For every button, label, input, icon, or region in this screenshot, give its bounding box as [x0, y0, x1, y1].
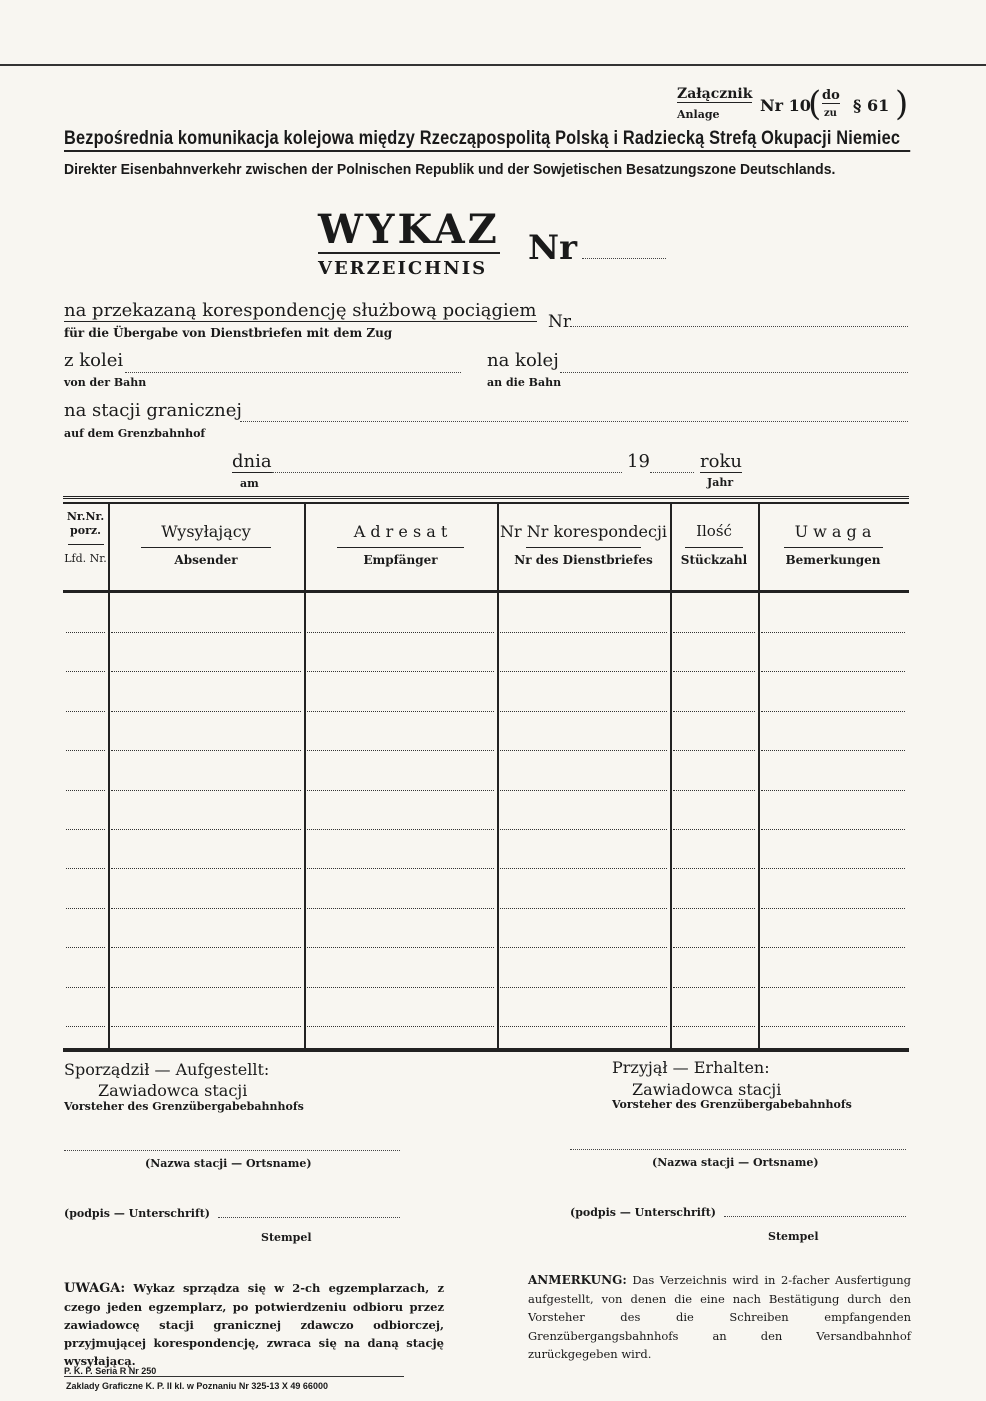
table-cell[interactable]: [307, 1026, 494, 1027]
table-cell[interactable]: [111, 1026, 301, 1027]
column-divider: [304, 504, 306, 1048]
note-de-label: ANMERKUNG:: [528, 1273, 627, 1287]
col-header-2-de: Empfänger: [363, 553, 438, 567]
col-header-3-de: Nr des Dienstbriefes: [514, 553, 653, 567]
table-cell[interactable]: [761, 947, 905, 948]
left-stamp-label: Stempel: [261, 1231, 312, 1244]
table-cell[interactable]: [307, 947, 494, 948]
to-de: zu: [824, 108, 837, 119]
table-cell[interactable]: [307, 790, 494, 791]
col-header-1-de: Absender: [174, 553, 238, 567]
table-cell[interactable]: [761, 750, 905, 751]
title-de: Direkter Eisenbahnverkehr zwischen der Polnischen Republik und der Sowjetischen Besatzungszone Deutschlands.: [64, 161, 836, 178]
annex-label-de: Anlage: [677, 108, 720, 121]
column-divider: [108, 504, 110, 1048]
table-cell[interactable]: [500, 671, 667, 672]
table-cell[interactable]: [66, 868, 105, 869]
top-rule: [0, 64, 986, 66]
table-cell[interactable]: [111, 790, 301, 791]
table-cell[interactable]: [307, 671, 494, 672]
table-cell[interactable]: [66, 987, 105, 988]
table-cell[interactable]: [307, 908, 494, 909]
table-cell[interactable]: [673, 790, 755, 791]
year-label-de: Jahr: [707, 476, 734, 489]
imprint-printer: Zaklady Graficzne K. P. II kl. w Poznaniu Nr 325-13 X 49 66000: [66, 1381, 328, 1391]
table-cell[interactable]: [111, 711, 301, 712]
table-cell[interactable]: [66, 829, 105, 830]
imprint-series: P. K. P. Seria R Nr 250: [64, 1366, 404, 1377]
col-header-divider: [685, 547, 743, 548]
century-label: 19: [627, 451, 650, 472]
table-cell[interactable]: [307, 987, 494, 988]
table-cell[interactable]: [761, 829, 905, 830]
table-cell[interactable]: [500, 829, 667, 830]
form-title-de: VERZEICHNIS: [318, 258, 488, 279]
col-header-5-pl: U w a g a: [794, 522, 872, 541]
paren-open: (: [808, 84, 822, 124]
col-header-5-de: Bemerkungen: [785, 553, 881, 567]
table-cell[interactable]: [307, 868, 494, 869]
correspondence-label-pl: na przekazaną korespondencję służbową pociągiem: [64, 300, 537, 321]
table-cell[interactable]: [673, 750, 755, 751]
col-header-divider: [784, 547, 883, 548]
year-field[interactable]: [650, 472, 694, 473]
table-cell[interactable]: [66, 711, 105, 712]
table-cell[interactable]: [66, 750, 105, 751]
train-nr-label: Nr: [548, 312, 572, 332]
table-cell[interactable]: [673, 1026, 755, 1027]
table-cell[interactable]: [307, 829, 494, 830]
to-rail-label-de: an die Bahn: [487, 376, 562, 389]
right-stamp-label: Stempel: [768, 1230, 819, 1243]
table-cell[interactable]: [500, 868, 667, 869]
annex-label-pl: Załącznik: [677, 86, 753, 102]
table-cell[interactable]: [761, 1026, 905, 1027]
table-cell[interactable]: [761, 790, 905, 791]
train-nr-field[interactable]: [570, 326, 908, 327]
col-header-divider: [337, 547, 464, 548]
right-station-field[interactable]: [570, 1149, 906, 1150]
col-header-4-de: Stückzahl: [680, 553, 748, 567]
table-cell[interactable]: [66, 790, 105, 791]
left-sign-title: Sporządził — Aufgestellt:: [64, 1060, 270, 1079]
table-top-rule: [63, 496, 909, 504]
table-cell[interactable]: [111, 829, 301, 830]
column-divider: [497, 504, 499, 1048]
table-cell[interactable]: [500, 790, 667, 791]
title-pl: Bezpośrednia komunikacja kolejowa między Rzecząpospolitą Polską i Radziecką Strefą Okupacji Niemiec: [64, 128, 910, 152]
left-signature-field[interactable]: [218, 1217, 400, 1218]
right-signature-field[interactable]: [724, 1216, 906, 1217]
table-cell[interactable]: [66, 1026, 105, 1027]
table-cell[interactable]: [673, 632, 755, 633]
table-cell[interactable]: [111, 947, 301, 948]
annex-number: Nr 10: [760, 96, 811, 115]
form-title-pl: WYKAZ: [318, 206, 500, 253]
table-cell[interactable]: [66, 671, 105, 672]
to-rail-label-pl: na kolej: [487, 350, 559, 371]
note-de: [528, 1271, 911, 1364]
col-header-2-pl: A d r e s a t: [353, 522, 448, 541]
year-label-pl: roku: [700, 451, 742, 472]
col-header-4-pl: Ilość: [696, 522, 732, 540]
table-cell[interactable]: [673, 987, 755, 988]
table-cell[interactable]: [673, 908, 755, 909]
table-cell[interactable]: [111, 671, 301, 672]
left-station-label: (Nazwa stacji — Ortsname): [145, 1157, 312, 1170]
to-pl: do: [822, 88, 840, 103]
table-cell[interactable]: [500, 711, 667, 712]
left-signature-label: (podpis — Unterschrift): [64, 1207, 210, 1220]
paragraph-ref: § 61: [853, 96, 890, 115]
col-header-nr-de: Lfd. Nr.: [64, 552, 107, 565]
table-cell[interactable]: [673, 868, 755, 869]
note-pl-text: Wykaz sprządza się w 2-ch egzemplarzach, z czego jeden egzemplarz, po potwierdzeniu odbioru przez zawiadowcę stacji granicznej zdawczo odbiorczej, przyjmującej korespondencję, zwraca się na daną stację wysyłającą.: [64, 1281, 444, 1368]
table-bottom-rule: [63, 1048, 909, 1052]
table-cell[interactable]: [307, 750, 494, 751]
day-label-de: am: [240, 477, 259, 490]
table-cell[interactable]: [66, 908, 105, 909]
table-cell[interactable]: [673, 829, 755, 830]
table-cell[interactable]: [761, 987, 905, 988]
from-rail-field[interactable]: [125, 372, 461, 373]
day-label-pl: dnia: [232, 451, 272, 472]
table-cell[interactable]: [111, 632, 301, 633]
right-sign-role-de: Vorsteher des Grenzübergabebahnhofs: [612, 1098, 852, 1111]
table-cell[interactable]: [500, 947, 667, 948]
left-station-field[interactable]: [64, 1150, 400, 1151]
table-cell[interactable]: [673, 947, 755, 948]
right-sign-role-pl: Zawiadowca stacji: [632, 1080, 782, 1099]
right-station-label: (Nazwa stacji — Ortsname): [652, 1156, 819, 1169]
table-cell[interactable]: [66, 947, 105, 948]
border-station-label-de: auf dem Grenzbahnhof: [64, 427, 206, 440]
col-header-nr-pl: Nr.Nr. porz.: [66, 510, 105, 537]
table-cell[interactable]: [500, 750, 667, 751]
table-cell[interactable]: [761, 908, 905, 909]
table-cell[interactable]: [307, 632, 494, 633]
border-station-field[interactable]: [240, 421, 908, 422]
table-header-rule: [63, 590, 909, 593]
table-cell[interactable]: [500, 632, 667, 633]
table-cell[interactable]: [66, 632, 105, 633]
right-signature-label: (podpis — Unterschrift): [570, 1206, 716, 1219]
left-sign-role-de: Vorsteher des Grenzübergabebahnhofs: [64, 1100, 304, 1113]
column-divider: [758, 504, 760, 1048]
form-nr-label: Nr: [528, 228, 577, 268]
paren-close: ): [895, 84, 909, 124]
table-cell[interactable]: [673, 711, 755, 712]
col-header-3-pl: Nr Nr korespondecji: [499, 522, 668, 541]
table-cell[interactable]: [307, 711, 494, 712]
table-cell[interactable]: [500, 908, 667, 909]
from-rail-label-pl: z kolei: [64, 350, 124, 371]
table-cell[interactable]: [111, 750, 301, 751]
table-cell[interactable]: [111, 908, 301, 909]
border-station-label-pl: na stacji granicznej: [64, 400, 242, 421]
from-rail-label-de: von der Bahn: [64, 376, 147, 389]
table-cell[interactable]: [500, 1026, 667, 1027]
table-cell[interactable]: [673, 671, 755, 672]
right-sign-title: Przyjął — Erhalten:: [612, 1058, 770, 1077]
table-cell[interactable]: [111, 868, 301, 869]
column-divider: [670, 504, 672, 1048]
table-cell[interactable]: [761, 868, 905, 869]
table-cell[interactable]: [761, 632, 905, 633]
table-cell[interactable]: [761, 671, 905, 672]
col-header-divider: [68, 544, 104, 545]
note-de-text: Das Verzeichnis wird in 2-facher Ausfertigung aufgestellt, von denen die eine nach Bestätigung durch den Vorsteher des die Schreiben empfangenden Grenzübergangsbahnhofs an den Versandbahnhof zurückgegeben wird.: [528, 1273, 911, 1361]
form-nr-field[interactable]: [582, 258, 666, 259]
note-pl: [64, 1279, 444, 1370]
to-rail-field[interactable]: [560, 372, 908, 373]
table-cell[interactable]: [500, 987, 667, 988]
correspondence-label-de: für die Übergabe von Dienstbriefen mit dem Zug: [64, 326, 393, 340]
col-header-divider: [526, 547, 640, 548]
left-sign-role-pl: Zawiadowca stacji: [98, 1081, 248, 1100]
col-header-divider: [141, 547, 270, 548]
note-pl-label: UWAGA:: [64, 1281, 126, 1296]
table-cell[interactable]: [111, 987, 301, 988]
table-cell[interactable]: [761, 711, 905, 712]
col-header-1-pl: Wysyłający: [161, 522, 251, 541]
day-field[interactable]: [272, 472, 622, 473]
